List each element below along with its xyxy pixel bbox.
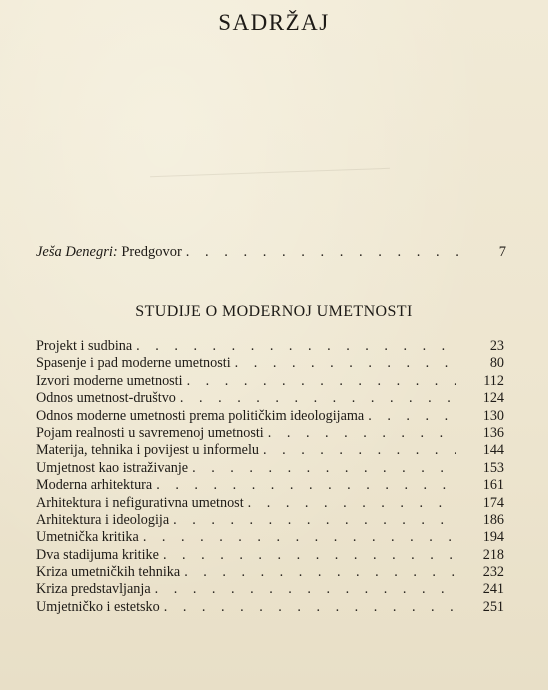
toc-entry-page: 174: [482, 494, 504, 511]
toc-entry-label: Materija, tehnika i povijest u informelu: [36, 442, 260, 459]
toc-entry-label: Projekt i sudbina: [36, 338, 133, 354]
toc-entry: [36, 529, 504, 546]
toc-entry-page: 251: [482, 598, 504, 615]
toc-entry: [36, 477, 504, 494]
toc-entry-page: 218: [482, 546, 504, 563]
dot-leader: [368, 408, 456, 425]
dot-leader: [156, 477, 456, 494]
toc-entry-label: Odnos umetnost-društvo: [36, 390, 176, 407]
toc-entry-page: 23: [489, 338, 504, 354]
toc-entry-page: 80: [489, 355, 504, 372]
dot-leader: [173, 512, 456, 529]
toc-entry-page: 153: [482, 459, 504, 476]
toc-entry-page: 124: [482, 390, 504, 407]
toc-entry: [36, 512, 504, 529]
section-heading: STUDIJE O MODERNOJ UMETNOSTI: [135, 303, 413, 320]
toc-entry-label: Umetnička kritika: [36, 529, 139, 546]
preface-author: Ješa Denegri:: [36, 244, 118, 260]
toc-entry-label: Pojam realnosti u savremenoj umetnosti: [36, 424, 264, 441]
dot-leader: [143, 529, 456, 546]
toc-entry-page: 144: [482, 442, 504, 459]
toc-entry-page: 130: [482, 407, 504, 424]
toc-entry-label: Umjetnost kao istraživanje: [36, 459, 189, 476]
toc-entry: [36, 599, 504, 616]
dot-leader: [163, 547, 456, 564]
toc-entry: [36, 495, 504, 512]
toc-entry: [36, 547, 504, 564]
toc-entry-label: Dva stadijuma kritike: [36, 546, 159, 563]
dot-leader: [235, 355, 456, 372]
preface-label: [36, 244, 182, 261]
toc-entry-page: 136: [482, 424, 504, 441]
toc-entry: [36, 373, 504, 390]
dot-leader: [155, 581, 456, 598]
toc-entry-page: 232: [482, 564, 504, 581]
toc-entry-page: 194: [482, 529, 504, 546]
toc-entry: [36, 390, 504, 407]
toc-entry: [36, 425, 504, 442]
toc-entry-page: 112: [483, 372, 504, 389]
toc-entry-page: 186: [482, 511, 504, 528]
dot-leader: [263, 442, 456, 459]
toc-entry-page: 161: [482, 477, 504, 494]
paper-crease: [150, 168, 390, 177]
toc-entry: [36, 581, 504, 598]
dot-leader: [248, 495, 456, 512]
toc-entry: [36, 442, 504, 459]
toc-entry-label: Moderna arhitektura: [36, 477, 153, 494]
preface-title: Predgovor: [121, 244, 182, 260]
toc-entry-label: Kriza predstavljanja: [36, 581, 151, 598]
dot-leader: [187, 373, 456, 390]
preface-page-number: 7: [498, 244, 506, 260]
dot-leader: [184, 564, 456, 581]
toc-entry: [36, 338, 504, 355]
preface-entry: [36, 244, 506, 261]
toc-entry-label: Arhitektura i nefigurativna umetnost: [36, 494, 244, 511]
dot-leader: [268, 425, 456, 442]
dot-leader: [136, 338, 456, 355]
dot-leader: [192, 460, 456, 477]
toc-entry-page: 241: [482, 581, 504, 598]
toc-list: [36, 338, 504, 616]
dot-leader: [164, 599, 456, 616]
toc-entry-label: Izvori moderne umetnosti: [36, 372, 183, 389]
dot-leader: [186, 244, 458, 261]
toc-entry-label: Odnos moderne umetnosti prema političkim ideologijama: [36, 407, 365, 424]
toc-entry: [36, 408, 504, 425]
page-title: SADRŽAJ: [218, 10, 330, 35]
toc-entry-label: Umjetničko i estetsko: [36, 598, 160, 615]
dot-leader: [180, 390, 456, 407]
toc-entry: [36, 564, 504, 581]
toc-entry-label: Spasenje i pad moderne umetnosti: [36, 355, 231, 372]
toc-entry-label: Arhitektura i ideologija: [36, 511, 170, 528]
toc-entry: [36, 460, 504, 477]
toc-entry-label: Kriza umetničkih tehnika: [36, 564, 181, 581]
toc-entry: [36, 355, 504, 372]
